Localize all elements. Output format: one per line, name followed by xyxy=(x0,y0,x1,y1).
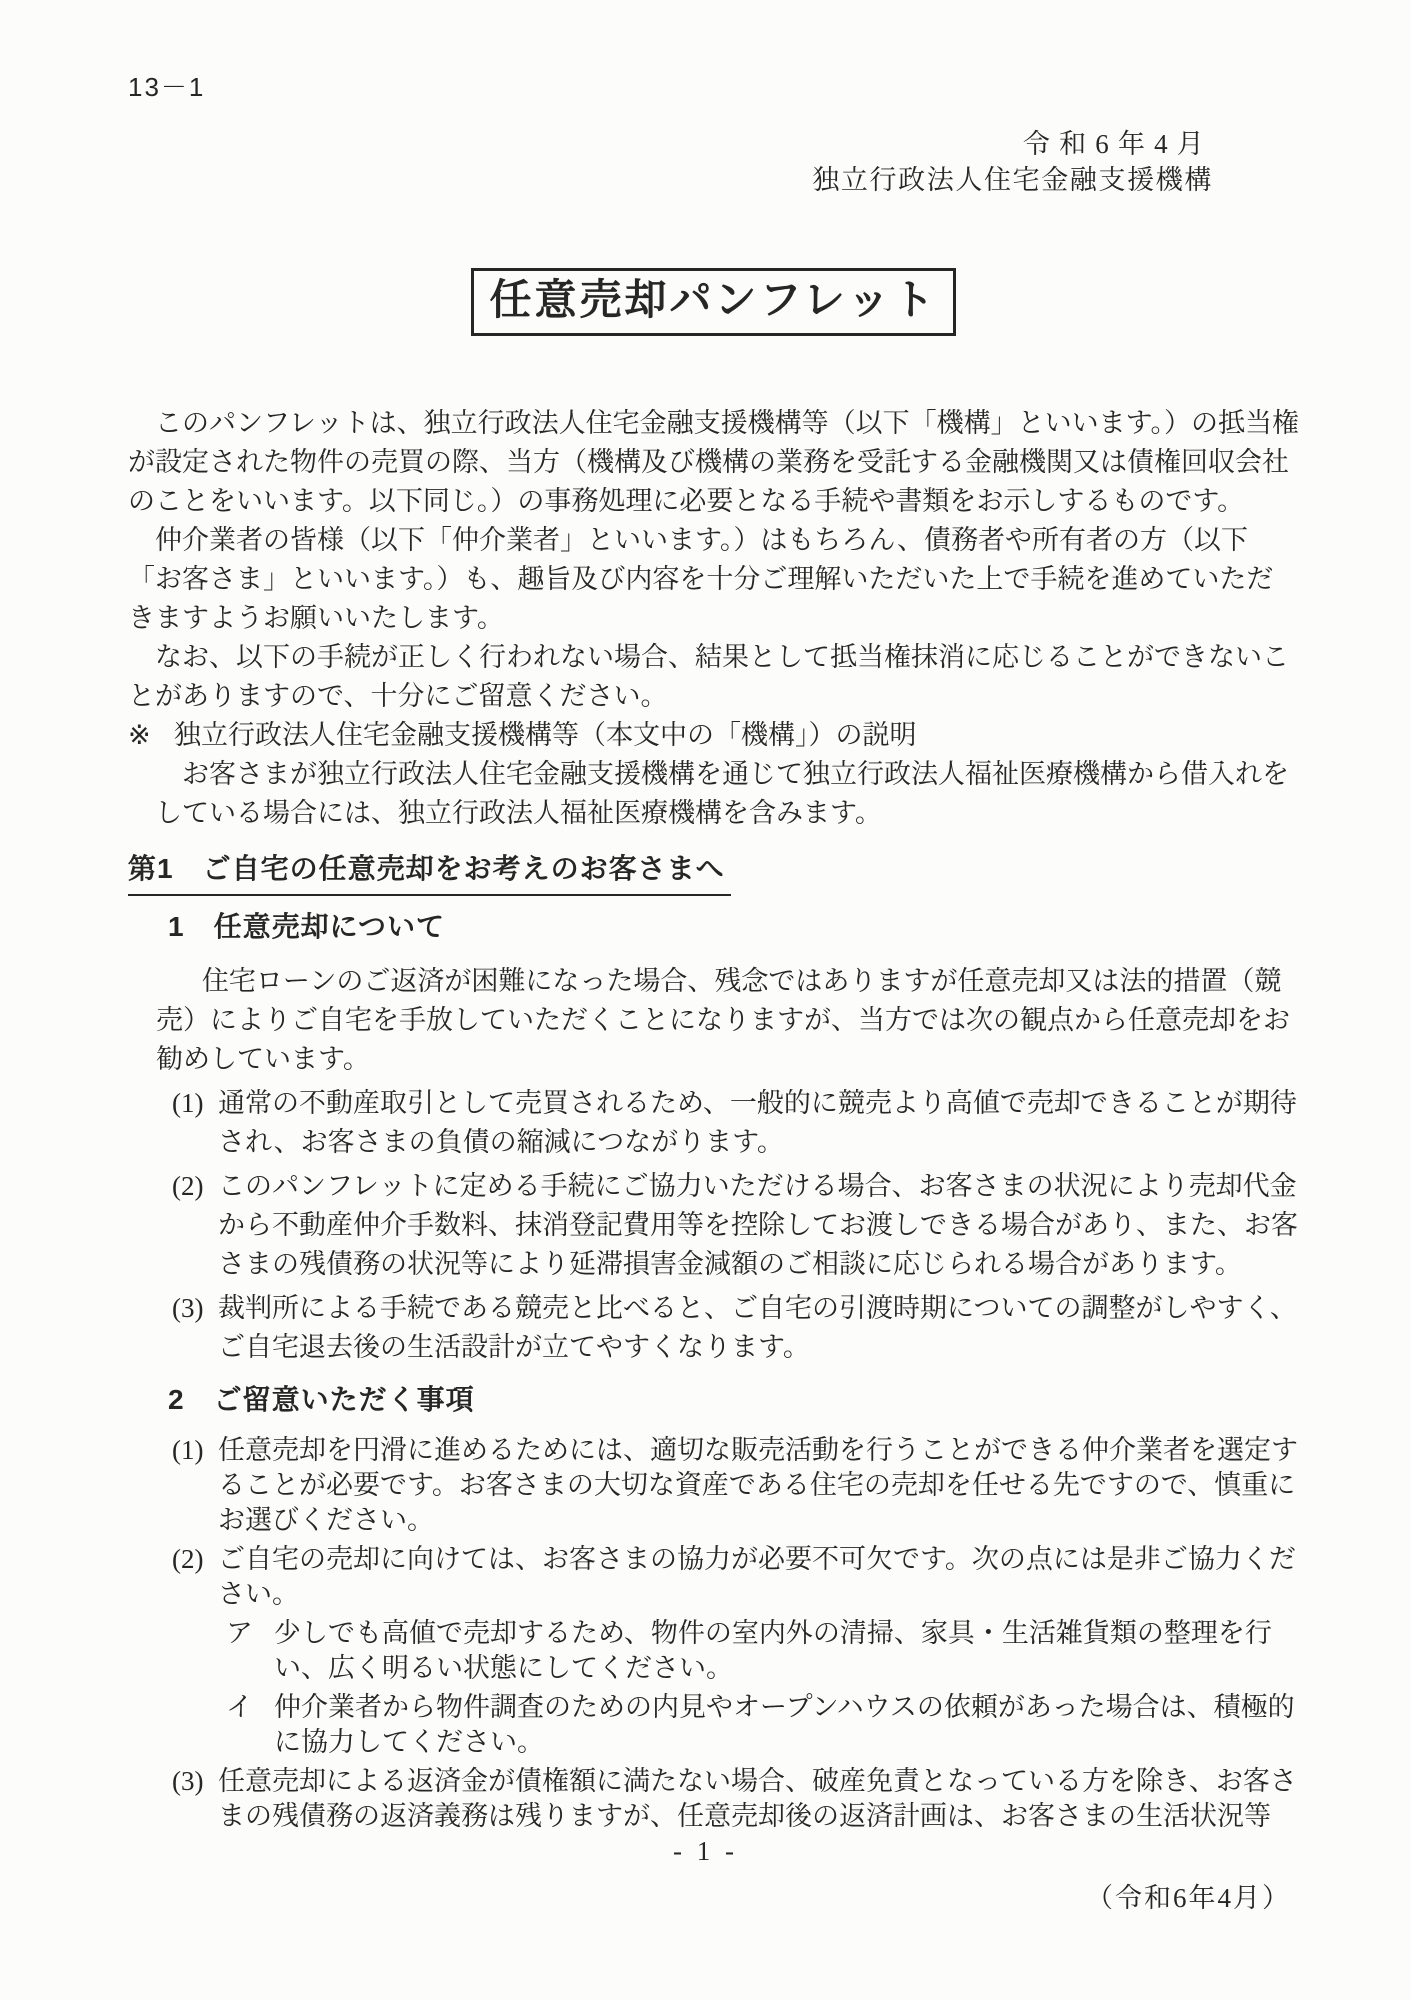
list-item-marker: (1) xyxy=(172,1088,204,1118)
list-item xyxy=(128,1289,1299,1367)
list-item-marker: (2) xyxy=(172,1544,204,1574)
subsection-2-item-list xyxy=(128,1433,1299,1834)
note-title: 独立行政法人住宅金融支援機構等（本文中の「機構」）の説明 xyxy=(174,720,917,750)
sub-list-item xyxy=(128,1616,1299,1686)
note-marker: ※ xyxy=(128,720,151,750)
list-item xyxy=(128,1167,1299,1284)
document-number: 13－1 xyxy=(128,72,206,102)
list-item xyxy=(128,1542,1299,1612)
subsection-2-heading: 2 ご留意いただく事項 xyxy=(168,1384,475,1415)
list-item-marker: (3) xyxy=(172,1293,204,1323)
list-item xyxy=(128,1764,1299,1834)
note-title-line xyxy=(128,716,1299,755)
list-item-text: 裁判所による手続である競売と比べると、ご自宅の引渡時期についての調整がしやすく、ご自宅退去後の生活設計が立てやすくなります。 xyxy=(218,1293,1297,1362)
note-body: お客さまが独立行政法人住宅金融支援機構を通じて独立行政法人福祉医療機構から借入れをしている場合には、独立行政法人福祉医療機構を含みます。 xyxy=(155,759,1289,828)
list-item xyxy=(128,1433,1299,1538)
title-row xyxy=(128,268,1299,336)
list-item-text: 通常の不動産取引として売買されるため、一般的に競売より高値で売却できることが期待され、お客さまの負債の縮減につながります。 xyxy=(218,1088,1297,1157)
header-date: 令和6年4月 xyxy=(1022,129,1213,159)
sub-list-item-marker: ア xyxy=(226,1618,253,1648)
intro-paragraph-3: なお、以下の手続が正しく行われない場合、結果として抵当権抹消に応じることができないことがありますので、十分にご留意ください。 xyxy=(128,642,1289,711)
section1-heading-row xyxy=(128,849,1299,896)
document-title: 任意売却パンフレット xyxy=(471,268,957,336)
sub-list-item-text: 少しでも高値で売却するため、物件の室内外の清掃、家具・生活雑貨類の整理を行い、広く明るい状態にしてください。 xyxy=(274,1618,1272,1683)
section1-heading: 第1 ご自宅の任意売却をお考えのお客さまへ xyxy=(128,849,731,896)
intro-paragraph-2: 仲介業者の皆様（以下「仲介業者」といいます。）はもちろん、債務者や所有者の方（以下「お客さま」といいます。）も、趣旨及び内容を十分ご理解いただいた上で手続を進めていただきますようお願いいたします。 xyxy=(128,525,1274,633)
sub-list-item-marker: イ xyxy=(226,1692,253,1722)
subsection-1-item-list xyxy=(128,1084,1299,1367)
sub-list-item-text: 仲介業者から物件調査のための内見やオープンハウスの依頼があった場合は、積極的に協力してください。 xyxy=(274,1692,1295,1757)
footer-date: （令和6年4月） xyxy=(1086,1883,1291,1913)
list-item-text: ご自宅の売却に向けては、お客さまの協力が必要不可欠です。次の点には是非ご協力ください。 xyxy=(218,1544,1296,1609)
list-item-marker: (3) xyxy=(172,1766,204,1796)
sub-list-item xyxy=(128,1690,1299,1760)
document-header xyxy=(128,126,1299,198)
subsection-1-lead: 住宅ローンのご返済が困難になった場合、残念ではありますが任意売却又は法的措置（競売）によりご自宅を手放していただくことになりますが、当方では次の観点から任意売却をお勧めしています。 xyxy=(156,966,1290,1074)
subsection-1-heading: 1 任意売却について xyxy=(168,911,446,942)
list-item-marker: (1) xyxy=(172,1435,204,1465)
header-organization: 独立行政法人住宅金融支援機構 xyxy=(812,165,1213,195)
list-item-text: 任意売却を円滑に進めるためには、適切な販売活動を行うことができる仲介業者を選定することが必要です。お客さまの大切な資産である住宅の売却を任せる先ですので、慎重にお選びください。 xyxy=(218,1435,1298,1535)
list-item-text: このパンフレットに定める手続にご協力いただける場合、お客さまの状況により売却代金から不動産仲介手数料、抹消登記費用等を控除してお渡しできる場合があり、また、お客さまの残債務の状況等により延滞損害金減額のご相談に応じられる場合があります。 xyxy=(218,1171,1298,1279)
intro-section xyxy=(128,404,1299,833)
page-number: - 1 - xyxy=(673,1836,738,1866)
list-item-text: 任意売却による返済金が債権額に満たない場合、破産免責となっている方を除き、お客さまの残債務の返済義務は残りますが、任意売却後の返済計画は、お客さまの生活状況等 xyxy=(218,1766,1297,1831)
intro-paragraph-1: このパンフレットは、独立行政法人住宅金融支援機構等（以下「機構」といいます。）の抵当権が設定された物件の売買の際、当方（機構及び機構の業務を受託する金融機関又は債権回収会社のことをいいます。以下同じ。）の事務処理に必要となる手続や書類をお示しするものです。 xyxy=(128,408,1299,516)
list-item xyxy=(128,1084,1299,1162)
list-item-marker: (2) xyxy=(172,1171,204,1201)
